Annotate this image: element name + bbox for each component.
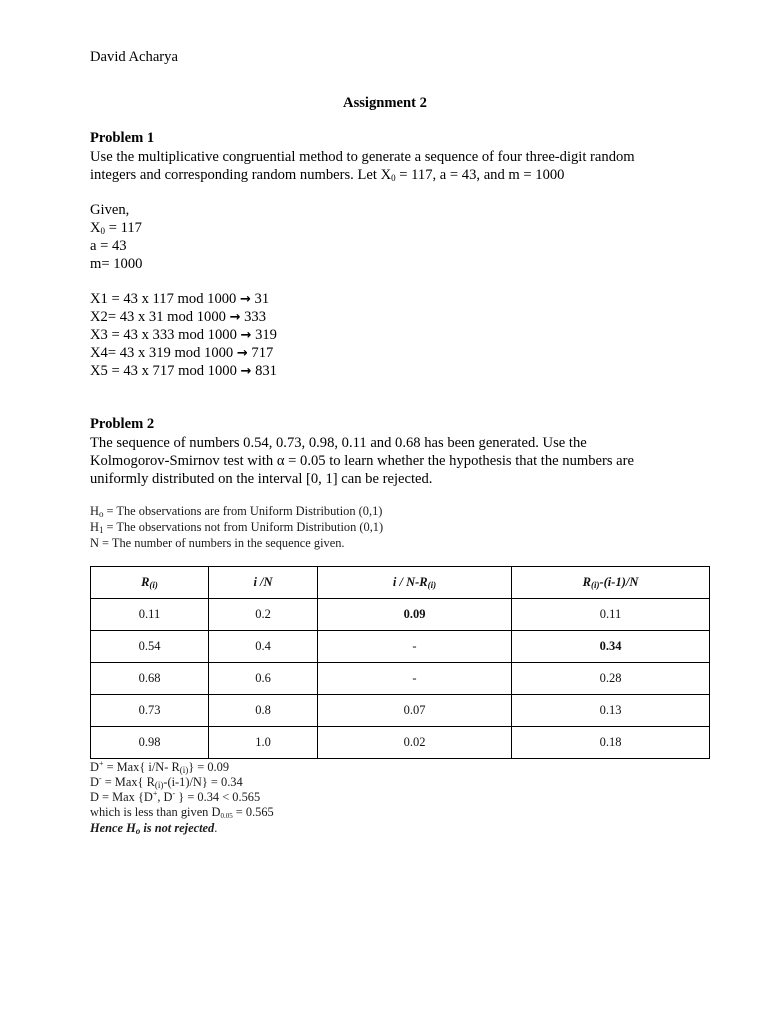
ks-test-table bbox=[90, 566, 710, 759]
header-text: -(i-1)/N bbox=[599, 575, 639, 589]
result-text: = Max{ i/N- R bbox=[103, 760, 180, 774]
problem2-heading: Problem 2 bbox=[90, 416, 155, 432]
given-text: X bbox=[90, 220, 101, 236]
cell-d-minus: 0.18 bbox=[512, 727, 710, 759]
header-d-plus bbox=[318, 567, 512, 599]
superscript: + bbox=[152, 789, 158, 798]
subscript: 1 bbox=[98, 525, 104, 535]
header-text: i / N-R bbox=[392, 575, 428, 589]
step-x4 bbox=[90, 344, 273, 363]
arrow-right-icon: → bbox=[239, 292, 251, 307]
conclusion-period: . bbox=[214, 821, 218, 835]
step-x2 bbox=[90, 308, 266, 327]
step-expression: X3 = 43 x 333 mod 1000 bbox=[90, 327, 241, 343]
arrow-right-icon: → bbox=[236, 346, 248, 361]
table-row bbox=[91, 631, 710, 663]
step-x5 bbox=[90, 362, 277, 381]
cell-d-minus: 0.34 bbox=[512, 631, 710, 663]
step-x1 bbox=[90, 290, 269, 309]
subscript: o bbox=[135, 826, 141, 836]
table-header-row bbox=[91, 567, 710, 599]
table-row bbox=[91, 599, 710, 631]
result-text: D bbox=[90, 775, 99, 789]
header-d-minus bbox=[512, 567, 710, 599]
conclusion-text: is not rejected bbox=[140, 821, 215, 835]
problem2-statement-line3: uniformly distributed on the interval [0, 1] can be rejected. bbox=[90, 471, 433, 487]
hypothesis-symbol: H bbox=[90, 504, 99, 518]
cell-d-plus: 0.09 bbox=[318, 599, 512, 631]
d-plus-result bbox=[90, 760, 229, 776]
arrow-right-icon: → bbox=[229, 310, 241, 325]
n-definition: N = The number of numbers in the sequence given. bbox=[90, 536, 345, 550]
result-text: , D bbox=[157, 790, 173, 804]
result-text: = Max{ R bbox=[101, 775, 155, 789]
arrow-right-icon: → bbox=[240, 328, 252, 343]
header-r bbox=[91, 567, 209, 599]
subscript: 0 bbox=[391, 173, 396, 183]
subscript: (i) bbox=[427, 580, 437, 590]
assignment-title: Assignment 2 bbox=[343, 95, 427, 111]
cell-d-plus: - bbox=[318, 663, 512, 695]
cell-r: 0.11 bbox=[91, 599, 209, 631]
conclusion-text: Hence H bbox=[90, 821, 136, 835]
cell-i-over-n: 0.8 bbox=[209, 695, 318, 727]
statement-text: integers and corresponding random numbers. Let X bbox=[90, 167, 392, 183]
step-expression: X4= 43 x 319 mod 1000 bbox=[90, 345, 237, 361]
result-text: which is less than given D bbox=[90, 805, 221, 819]
superscript: + bbox=[98, 759, 104, 768]
step-result: 831 bbox=[251, 363, 277, 379]
step-expression: X2= 43 x 31 mod 1000 bbox=[90, 309, 230, 325]
cell-i-over-n: 0.2 bbox=[209, 599, 318, 631]
given-x0 bbox=[90, 219, 142, 237]
arrow-right-icon: → bbox=[240, 364, 252, 379]
result-text: } = 0.34 < 0.565 bbox=[175, 790, 261, 804]
statement-text: = 117, a = 43, and m = 1000 bbox=[395, 167, 565, 183]
result-text: = 0.565 bbox=[232, 805, 274, 819]
cell-r: 0.98 bbox=[91, 727, 209, 759]
header-text: R bbox=[582, 575, 591, 589]
given-a: a = 43 bbox=[90, 238, 127, 254]
hypothesis-symbol: H bbox=[90, 520, 99, 534]
subscript: (i) bbox=[590, 580, 600, 590]
cell-r: 0.54 bbox=[91, 631, 209, 663]
cell-d-plus: 0.07 bbox=[318, 695, 512, 727]
superscript: - bbox=[98, 774, 102, 783]
cell-d-minus: 0.13 bbox=[512, 695, 710, 727]
header-text: i /N bbox=[253, 575, 273, 589]
step-result: 717 bbox=[247, 345, 274, 361]
table-row bbox=[91, 727, 710, 759]
problem1-statement-line2 bbox=[90, 166, 564, 184]
step-result: 31 bbox=[250, 291, 270, 307]
step-x3 bbox=[90, 326, 277, 345]
header-text: R bbox=[141, 575, 150, 589]
critical-value-comparison bbox=[90, 805, 274, 821]
result-text: } = 0.09 bbox=[188, 760, 230, 774]
step-result: 333 bbox=[240, 309, 267, 325]
table-row bbox=[91, 695, 710, 727]
given-label: Given, bbox=[90, 202, 130, 218]
conclusion bbox=[90, 821, 217, 837]
given-m: m= 1000 bbox=[90, 256, 143, 272]
given-text: = 117 bbox=[105, 220, 142, 236]
problem2-statement-line2: Kolmogorov-Smirnov test with α = 0.05 to learn whether the hypothesis that the numbers are bbox=[90, 453, 634, 469]
d-minus-result bbox=[90, 775, 243, 791]
subscript: (i) bbox=[154, 780, 164, 790]
step-expression: X5 = 43 x 717 mod 1000 bbox=[90, 363, 241, 379]
result-text: D bbox=[90, 760, 99, 774]
subscript: 0 bbox=[100, 226, 106, 236]
table-row bbox=[91, 663, 710, 695]
cell-i-over-n: 1.0 bbox=[209, 727, 318, 759]
subscript: o bbox=[98, 509, 104, 519]
cell-r: 0.68 bbox=[91, 663, 209, 695]
superscript: - bbox=[172, 789, 176, 798]
result-text: -(i-1)/N} = 0.34 bbox=[163, 775, 243, 789]
result-text: D = Max {D bbox=[90, 790, 153, 804]
hypothesis-text: = The observations are from Uniform Distribution (0,1) bbox=[103, 504, 383, 518]
subscript: 0.05 bbox=[220, 812, 233, 820]
null-hypothesis bbox=[90, 504, 382, 520]
author-name: David Acharya bbox=[90, 49, 178, 65]
header-i-over-n bbox=[209, 567, 318, 599]
subscript: (i) bbox=[149, 580, 158, 590]
cell-d-minus: 0.11 bbox=[512, 599, 710, 631]
d-max-result bbox=[90, 790, 260, 806]
step-result: 319 bbox=[251, 327, 277, 343]
cell-d-plus: - bbox=[318, 631, 512, 663]
subscript: (i) bbox=[179, 765, 189, 775]
alternative-hypothesis bbox=[90, 520, 383, 536]
cell-i-over-n: 0.6 bbox=[209, 663, 318, 695]
cell-d-plus: 0.02 bbox=[318, 727, 512, 759]
problem1-statement-line1: Use the multiplicative congruential method to generate a sequence of four three-digit random bbox=[90, 149, 635, 165]
step-expression: X1 = 43 x 117 mod 1000 bbox=[90, 291, 240, 307]
cell-r: 0.73 bbox=[91, 695, 209, 727]
problem1-heading: Problem 1 bbox=[90, 130, 155, 146]
hypothesis-text: = The observations not from Uniform Distribution (0,1) bbox=[103, 520, 384, 534]
cell-d-minus: 0.28 bbox=[512, 663, 710, 695]
problem2-statement-line1: The sequence of numbers 0.54, 0.73, 0.98, 0.11 and 0.68 has been generated. Use the bbox=[90, 435, 587, 451]
cell-i-over-n: 0.4 bbox=[209, 631, 318, 663]
